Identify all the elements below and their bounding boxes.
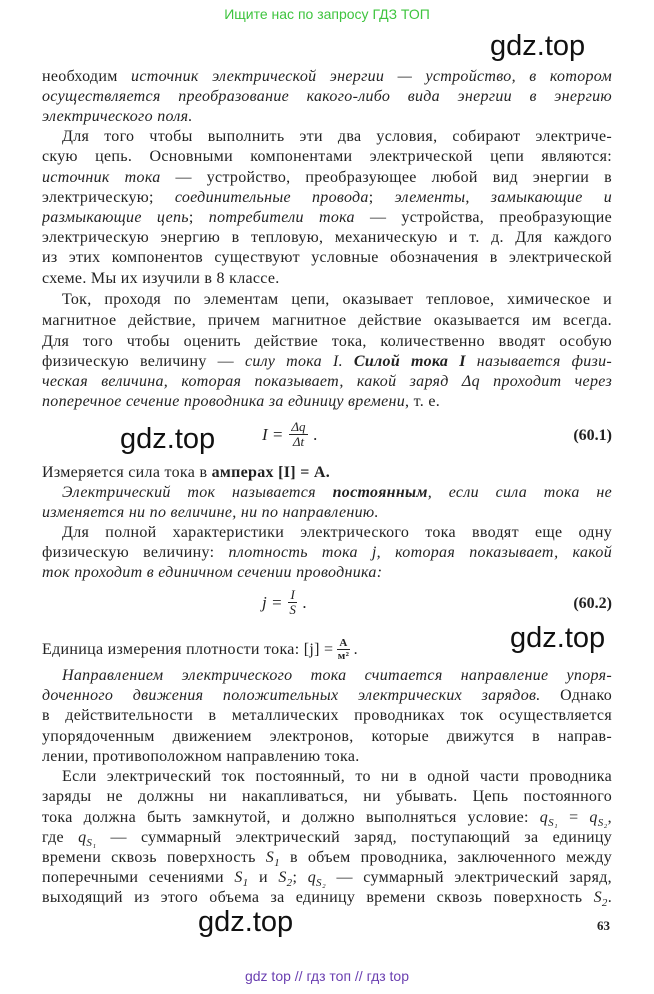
text-line <box>42 868 612 888</box>
text-line <box>62 290 612 310</box>
text-line <box>42 147 612 167</box>
text-segment: электрическую; <box>42 189 175 206</box>
text-segment: магнитное действие, причем магнитное действие оказывается им всегда. <box>42 312 612 329</box>
text-line <box>42 706 612 726</box>
text-line <box>42 888 612 908</box>
text-line <box>62 483 612 503</box>
watermark: gdz.top <box>198 906 294 938</box>
text-segment: физическую величину: <box>42 544 229 561</box>
text-segment: Если электрический ток постоянный, то ни в одной части проводника <box>62 768 612 785</box>
text-line <box>62 127 612 147</box>
text-segment: — устройство, преобразующее любой вид энергии в <box>160 169 612 186</box>
text-segment: элементы, замыкающие и <box>394 189 612 206</box>
text-segment: S <box>278 869 287 886</box>
text-line <box>42 188 612 208</box>
equation-number: (60.2) <box>573 595 612 612</box>
search-hint-banner: Ищите нас по запросу ГДЗ ТОП <box>224 6 430 22</box>
text-segment: Ток, проходя по элементам цепи, оказывает тепловое, химическое и <box>62 291 612 308</box>
formula-lhs: j = <box>262 592 283 612</box>
watermark: gdz.top <box>120 423 216 455</box>
text-segment: в объем проводника, заключенного между <box>279 849 612 866</box>
text-segment: , т. е. <box>405 393 441 410</box>
fraction <box>337 637 349 662</box>
formula-end: . <box>302 592 308 612</box>
text-line <box>42 727 612 747</box>
unit-text: Единица измерения плотности тока: [j] = <box>42 640 334 658</box>
subscript: 1 <box>242 877 249 888</box>
text-line <box>42 848 612 868</box>
text-segment: необходим <box>42 68 132 85</box>
text-line <box>42 563 612 583</box>
text-segment: амперах [I] = A. <box>211 464 331 481</box>
text-segment: источник тока <box>42 169 161 186</box>
text-segment: ; <box>368 189 395 206</box>
text-line <box>42 352 612 372</box>
text-segment: физическую величину — <box>42 353 245 370</box>
text-segment: ток проходит в единичном сечении проводника: <box>42 564 383 581</box>
text-segment: поперечное сечение проводника за единицу времени <box>42 393 406 410</box>
text-segment: соединительные провода <box>174 189 369 206</box>
formula-current-density <box>262 588 307 617</box>
text-line <box>42 208 612 228</box>
watermark: gdz.top <box>510 622 606 654</box>
text-segment: изменяется ни по величине, ни по направлению. <box>42 504 379 521</box>
text-segment: силу тока I. <box>244 353 354 370</box>
formula-end: . <box>313 424 318 444</box>
subscript: S₁ <box>548 817 559 828</box>
text-segment: доченного движения положительных электрических зарядов. <box>42 687 541 704</box>
text-line <box>42 248 612 268</box>
text-segment: Для того чтобы оценить действие тока, количественно вводят особую <box>42 333 612 350</box>
text-segment: и <box>248 869 279 886</box>
text-segment: осуществляется преобразование какого-либо вида энергии в энергию <box>42 88 612 105</box>
text-segment: называется физи- <box>465 353 612 370</box>
numerator: I <box>290 587 295 602</box>
text-segment: q <box>78 829 87 846</box>
subscript: 2 <box>286 877 293 888</box>
unit-end: . <box>353 640 358 658</box>
text-line <box>42 107 612 127</box>
text-line <box>42 828 612 848</box>
text-segment: — устройства, преобразующие <box>354 209 612 226</box>
text-segment: схеме. Мы их изучили в 8 классе. <box>42 270 280 287</box>
text-line <box>42 332 612 352</box>
text-segment: Направлением электрического тока считается направление упоря- <box>62 667 612 684</box>
text-segment: , если сила тока не <box>427 484 612 501</box>
text-line <box>42 269 612 289</box>
text-segment: Измеряется сила тока в <box>42 464 212 481</box>
text-segment: потребители тока <box>208 209 355 226</box>
text-segment: плотность тока j, которая показывает, какой <box>228 544 612 561</box>
subscript: S₂ <box>316 877 326 888</box>
text-segment: Для того чтобы выполнить эти два условия, собирают электриче- <box>62 128 612 145</box>
text-segment: Силой тока I <box>353 353 466 370</box>
text-segment: q <box>539 809 549 826</box>
text-segment: в действительности в металлических проводниках ток осуществляется <box>42 707 612 724</box>
text-line <box>62 767 612 787</box>
formula-current <box>262 420 318 449</box>
unit-definition-line <box>42 637 358 662</box>
text-segment: источник электрической энергии — устройство, в котором <box>131 68 612 85</box>
page-number: 63 <box>597 918 610 933</box>
subscript: 2 <box>601 897 608 908</box>
text-segment: ; <box>188 209 209 226</box>
footer-links[interactable]: gdz top // гдз топ // гдз top <box>244 968 410 984</box>
text-line <box>42 503 612 523</box>
formula-lhs: I = <box>262 424 284 444</box>
text-segment: ческая величина, которая показывает, какой заряд Δq проходит через <box>42 373 612 390</box>
text-segment: — суммарный электрический заряд, <box>325 869 612 886</box>
numerator: A <box>339 637 348 649</box>
text-segment: выходящий из этого объема за единицу времени сквозь поверхность <box>42 889 594 906</box>
text-line <box>42 747 612 767</box>
text-line <box>42 67 612 87</box>
text-segment: лении, противоположном направлению тока. <box>42 748 360 765</box>
subscript: S₂ <box>597 817 608 828</box>
text-segment: Однако <box>540 687 612 704</box>
subscript: 1 <box>274 857 280 868</box>
text-segment: упорядоченным движением электронов, которые движутся в направ- <box>42 728 612 745</box>
text-segment: из этих компонентов существуют условные обозначения в электрической <box>42 249 612 266</box>
text-line <box>42 311 612 331</box>
text-segment: , <box>607 809 612 826</box>
text-line <box>42 686 612 706</box>
text-segment: = <box>558 809 590 826</box>
text-line <box>62 666 612 686</box>
text-line <box>42 228 612 248</box>
text-line <box>62 523 612 543</box>
text-segment: S <box>593 889 602 906</box>
watermark: gdz.top <box>490 30 586 62</box>
fraction <box>288 588 296 617</box>
text-segment: постоянным <box>332 484 428 501</box>
text-line <box>42 463 612 483</box>
text-segment: q <box>589 809 598 826</box>
text-line <box>42 392 612 412</box>
text-segment: S <box>265 849 275 866</box>
text-segment: скую цепь. Основными компонентами электрической цепи являются: <box>42 148 612 165</box>
text-segment: времени сквозь поверхность <box>42 849 266 866</box>
text-segment: заряды не должны ни накапливаться, ни убывать. Цепь постоянного <box>42 788 612 805</box>
text-segment: — суммарный электрический заряд, поступающий за единицу <box>96 829 612 846</box>
denominator: S <box>289 602 296 617</box>
text-segment: Электрический ток называется <box>62 484 333 501</box>
text-segment: Для полной характеристики электрического тока вводят еще одну <box>62 524 612 541</box>
text-segment: где <box>42 829 79 846</box>
denominator: м² <box>337 650 350 662</box>
denominator: Δt <box>292 434 305 449</box>
text-segment: S <box>234 869 243 886</box>
text-line <box>42 372 612 392</box>
text-line <box>42 787 612 807</box>
numerator: Δq <box>291 419 306 434</box>
text-segment: размыкающие цепь <box>42 209 189 226</box>
text-segment: q <box>307 869 317 886</box>
text-line <box>42 87 612 107</box>
text-segment: электрическую энергию в тепловую, механическую и т. д. Для каждого <box>42 229 612 246</box>
text-line <box>42 543 612 563</box>
text-segment: электрического поля. <box>42 108 193 125</box>
equation-number: (60.1) <box>573 427 612 444</box>
text-segment: тока должна быть замкнутой, и должно выполняться условие: <box>42 809 540 826</box>
text-segment: поперечными сечениями <box>42 869 235 886</box>
text-line <box>42 808 612 828</box>
text-line <box>42 168 612 188</box>
text-segment: . <box>607 889 612 906</box>
subscript: S₁ <box>86 837 97 848</box>
text-segment: ; <box>292 869 308 886</box>
fraction <box>289 420 307 449</box>
